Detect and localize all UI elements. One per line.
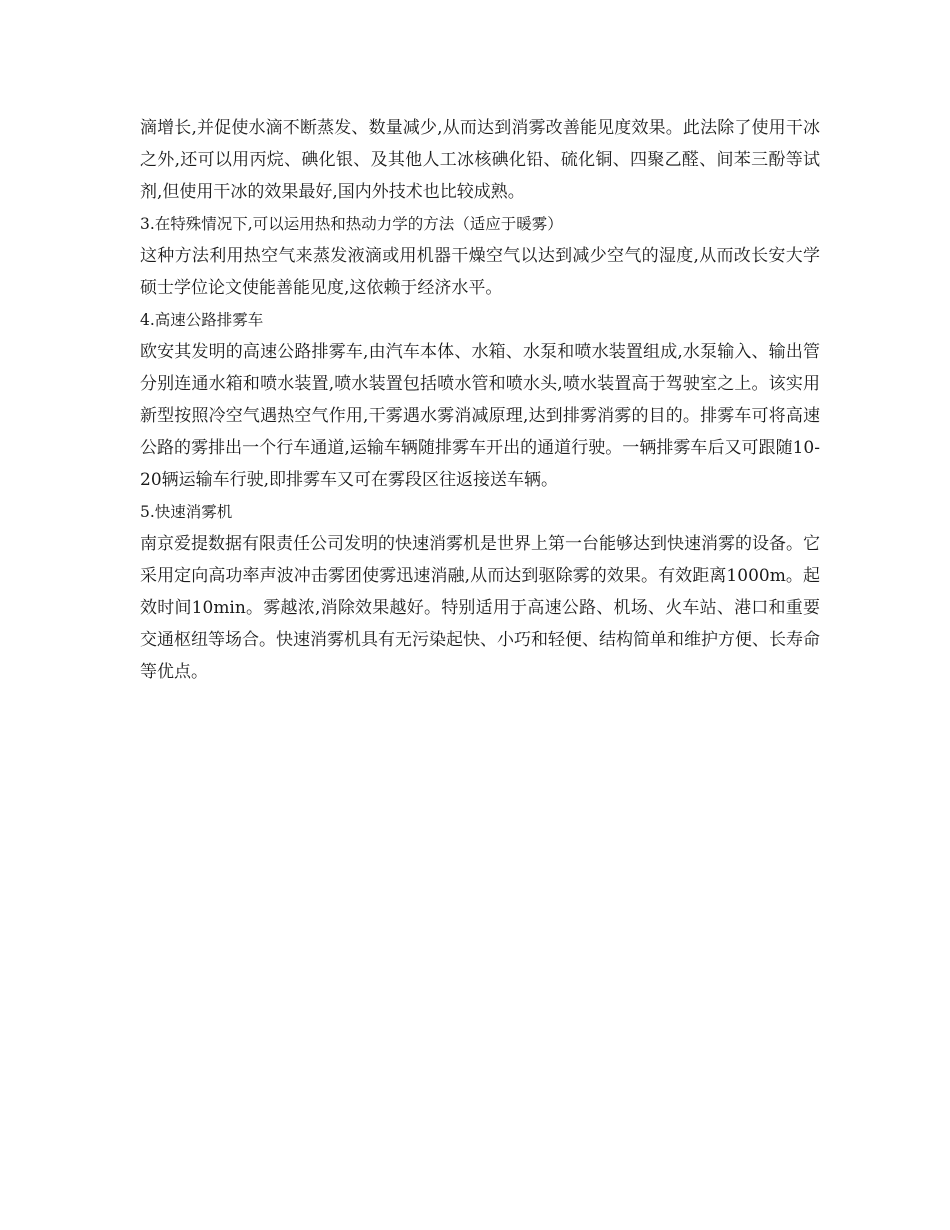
paragraph-fog-removal-vehicle: 欧安其发明的高速公路排雾车,由汽车本体、水箱、水泵和喷水装置组成,水泵输入、输出管分别连通水箱和喷水装置,喷水装置包括喷水管和喷水头,喷水装置高于驾驶室之上。该实用新型按照冷空气遇热空气作用,干雾遇水雾消减原理,达到排雾消雾的目的。排雾车可将高速公路的雾排出一个行车通道,运输车辆随排雾车开出的通道行驶。一辆排雾车后又可跟随10-20辆运输车行驶,即排雾车又可在雾段区往返接送车辆。 — [140, 342, 820, 490]
paragraph-dry-ice-method: 滴增长,并促使水滴不断蒸发、数量减少,从而达到消雾改善能见度效果。此法除了使用干冰之外,还可以用丙烷、碘化银、及其他人工冰核碘化铅、硫化铜、四聚乙醛、间苯三酚等试剂,但使用干冰的效果最好,国内外技术也比较成熟。 — [140, 118, 820, 202]
paragraph-fast-fog-machine: 南京爱提数据有限责任公司发明的快速消雾机是世界上第一台能够达到快速消雾的设备。它采用定向高功率声波冲击雾团使雾迅速消融,从而达到驱除雾的效果。有效距离1000m。起效时间10min。雾越浓,消除效果越好。特别适用于高速公路、机场、火车站、港口和重要交通枢纽等场合。快速消雾机具有无污染起快、小巧和轻便、结构简单和维护方便、长寿命等优点。 — [140, 534, 820, 682]
heading-thermal-method: 3.在特殊情况下,可以运用热和热动力学的方法（适应于暖雾） — [140, 215, 563, 233]
heading-fog-removal-vehicle: 4.高速公路排雾车 — [140, 311, 264, 329]
paragraph-thermal-method: 这种方法利用热空气来蒸发液滴或用机器干燥空气以达到减少空气的湿度,从而改长安大学硕士学位论文使能善能见度,这依赖于经济水平。 — [140, 246, 820, 298]
heading-fast-fog-machine: 5.快速消雾机 — [140, 503, 233, 521]
document-body — [140, 112, 820, 688]
